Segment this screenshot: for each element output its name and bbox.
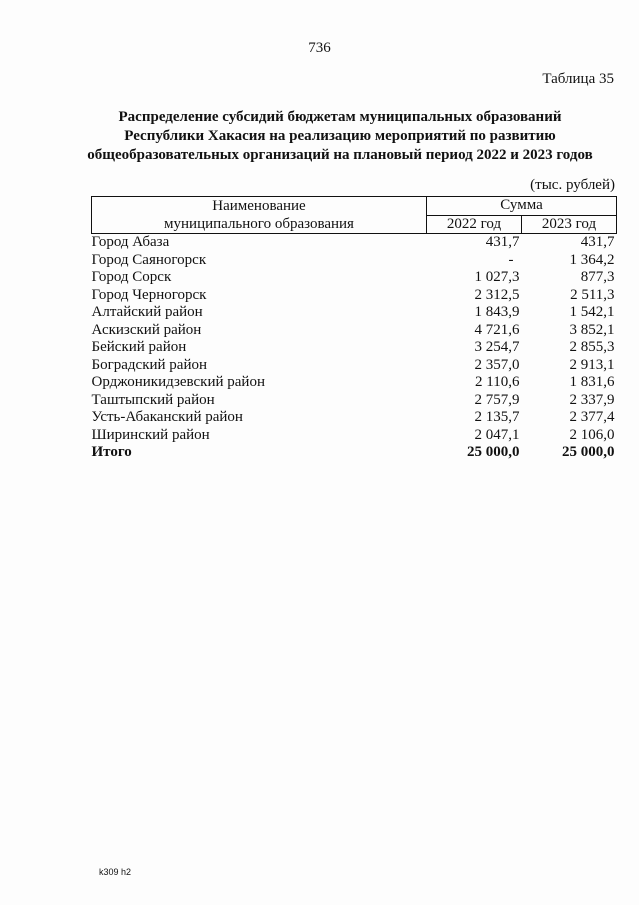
table-row	[92, 392, 617, 410]
amount-2023: 1 542,1	[569, 304, 615, 320]
subsidy-table	[91, 196, 617, 462]
amount-2022: 2 135,7	[474, 409, 520, 425]
amount-2023: 2 855,3	[569, 339, 615, 355]
municipality-name: Орджоникидзевский район	[91, 374, 265, 390]
column-header-sum: Сумма	[427, 197, 617, 216]
amount-2023: 431,7	[580, 234, 615, 250]
municipality-name: Итого	[91, 444, 132, 460]
title-line: Распределение субсидий бюджетам муниципальных образований	[118, 109, 562, 125]
municipality-name: Город Саяногорск	[91, 251, 207, 268]
amount-2023: 3 852,1	[569, 321, 615, 338]
amount-2022: 2 357,0	[474, 356, 520, 373]
municipality-name: Боградский район	[91, 356, 208, 373]
amount-2023: 25 000,0	[562, 444, 615, 460]
municipality-name: Бейский район	[91, 339, 187, 355]
column-header-2022: 2022 год	[427, 215, 522, 234]
amount-2022: 1 027,3	[474, 269, 520, 285]
table-label: Таблица 35	[542, 71, 614, 87]
amount-2023: 1 831,6	[569, 374, 615, 390]
column-header-name-line2: муниципального образования	[164, 216, 354, 232]
amount-2023: 2 913,1	[569, 356, 615, 373]
amount-2023: 1 364,2	[569, 251, 615, 268]
title-line: Республики Хакасия на реализацию мероприятий по развитию	[124, 128, 556, 144]
units-label: (тыс. рублей)	[530, 177, 615, 193]
document-title	[60, 108, 620, 165]
column-header-2023: 2023 год	[522, 215, 617, 234]
table-row	[92, 322, 617, 340]
table-row	[92, 409, 617, 427]
amount-2022: 2 110,6	[475, 374, 520, 390]
total-row	[92, 444, 617, 462]
table-row	[92, 374, 617, 392]
municipality-name: Таштыпский район	[91, 391, 215, 408]
amount-2022: 4 721,6	[474, 321, 520, 338]
amount-2022: 2 312,5	[474, 286, 520, 303]
municipality-name: Город Сорск	[91, 269, 172, 285]
amount-2022: 2 047,1	[474, 426, 520, 443]
column-header-name	[92, 197, 427, 234]
municipality-name: Город Черногорск	[91, 286, 207, 303]
title-line: общеобразовательных организаций на плановый период 2022 и 2023 годов	[87, 147, 593, 163]
table-row	[92, 357, 617, 375]
table-row	[92, 304, 617, 322]
table-row	[92, 427, 617, 445]
amount-2022: 431,7	[485, 234, 520, 250]
amount-2022: 2 757,9	[474, 391, 520, 408]
municipality-name: Ширинский район	[91, 426, 210, 443]
amount-2023: 2 106,0	[569, 426, 615, 443]
municipality-name: Город Абаза	[91, 234, 170, 250]
amount-2023: 2 337,9	[569, 391, 615, 408]
table-row	[92, 234, 617, 252]
amount-2022: -	[508, 251, 514, 268]
table-body	[92, 234, 617, 462]
footer-code: k309 h2	[99, 867, 132, 877]
amount-2023: 877,3	[580, 269, 615, 285]
municipality-name: Усть-Абаканский район	[91, 409, 243, 425]
amount-2023: 2 377,4	[569, 409, 615, 425]
table-row	[92, 287, 617, 305]
table-row	[92, 339, 617, 357]
table-row	[92, 269, 617, 287]
municipality-name: Аскизский район	[91, 321, 202, 338]
amount-2022: 3 254,7	[474, 339, 520, 355]
amount-2023: 2 511,3	[570, 286, 615, 303]
amount-2022: 25 000,0	[467, 444, 520, 460]
page-number: 736	[308, 40, 331, 56]
column-header-name-line1: Наименование	[212, 198, 306, 214]
table-row	[92, 252, 617, 270]
amount-2022: 1 843,9	[474, 304, 520, 320]
municipality-name: Алтайский район	[91, 304, 203, 320]
